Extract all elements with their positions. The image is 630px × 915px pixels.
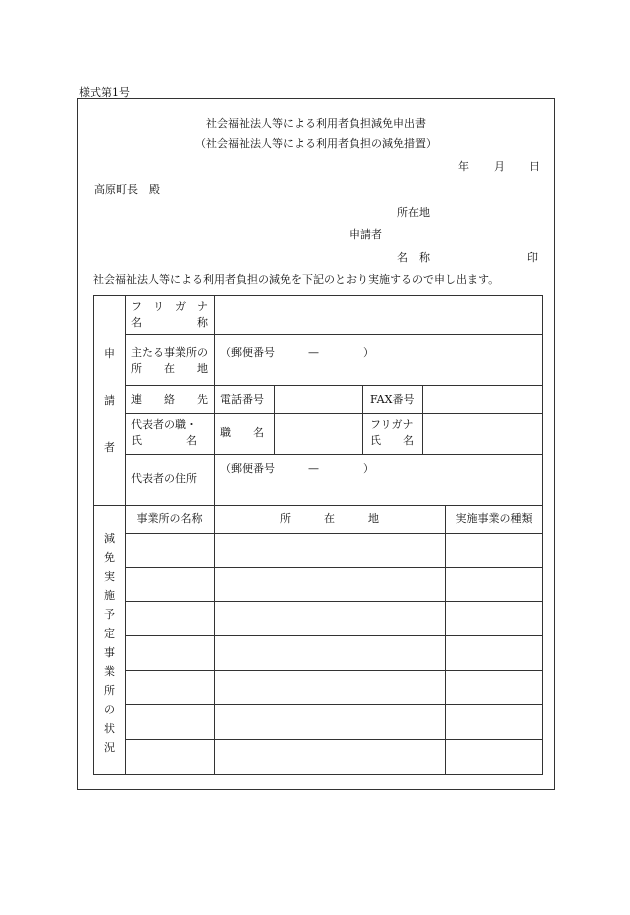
section-reduction-vertical-2: 免 <box>104 551 115 564</box>
form-subtitle: （社会福祉法人等による利用者負担の減免措置） <box>195 137 437 150</box>
section-reduction-vertical-5: 予 <box>104 608 115 621</box>
rep-furigana-label: フリガナ <box>370 418 414 431</box>
form-title: 社会福祉法人等による利用者負担減免申出書 <box>206 117 426 130</box>
addressee: 高原町長 殿 <box>94 183 160 196</box>
header-service-type: 実施事業の種類 <box>455 512 533 525</box>
main-office-label: 主たる事業所の <box>131 346 208 359</box>
location-label: 所在地 <box>397 206 430 219</box>
applicant-label: 申請者 <box>349 228 382 241</box>
fax-label: FAX番号 <box>370 393 415 406</box>
application-table <box>93 295 543 775</box>
name-label: 名 称 <box>397 251 430 264</box>
statement-text: 社会福祉法人等による利用者負担の減免を下記のとおり実施するので申し出ます。 <box>93 273 500 286</box>
fax-field[interactable] <box>423 386 542 412</box>
office-postal-code[interactable]: （郵便番号 — ） <box>220 346 374 359</box>
corp-name-field[interactable] <box>215 296 542 334</box>
header-office-name: 事業所の名称 <box>136 512 203 525</box>
rep-name-label: 氏 名 <box>370 434 414 447</box>
date-month-label: 月 <box>494 160 505 173</box>
section-applicant-vertical-3: 者 <box>104 441 115 454</box>
phone-label: 電話番号 <box>220 393 264 406</box>
section-reduction-vertical-4: 施 <box>104 589 115 602</box>
service-type-cell[interactable] <box>446 534 542 567</box>
corp-name-label: 名 称 <box>131 316 208 329</box>
section-reduction-vertical-6: 定 <box>104 627 115 640</box>
section-reduction-vertical-8: 業 <box>104 665 115 678</box>
office-name-cell[interactable] <box>126 534 214 567</box>
furigana-label: フ リ ガ ナ <box>131 300 208 313</box>
seal-mark: 印 <box>527 251 538 264</box>
phone-field[interactable] <box>275 386 361 412</box>
position-label: 職 名 <box>220 426 264 439</box>
rep-name-field[interactable] <box>423 414 542 453</box>
representative-name-label: 氏 名 <box>131 434 197 447</box>
section-reduction-vertical-12: 況 <box>104 741 115 754</box>
date-year-label: 年 <box>458 160 469 173</box>
rep-postal-code[interactable]: （郵便番号 — ） <box>220 462 374 475</box>
date-day-label: 日 <box>529 160 540 173</box>
section-reduction-vertical-11: 状 <box>104 722 115 735</box>
representative-title-label: 代表者の職・ <box>131 418 197 431</box>
section-reduction-vertical-9: 所 <box>104 684 115 697</box>
section-applicant-vertical-1: 申 <box>104 347 115 360</box>
rep-address-label: 代表者の住所 <box>131 472 197 485</box>
form-number: 様式第1号 <box>79 86 130 99</box>
section-reduction-vertical-3: 実 <box>104 570 115 583</box>
section-reduction-vertical-10: の <box>104 703 115 716</box>
contact-label: 連 絡 先 <box>131 393 208 406</box>
application-form-frame <box>77 98 555 790</box>
header-location: 所 在 地 <box>280 512 379 525</box>
section-reduction-vertical-7: 事 <box>104 646 115 659</box>
section-reduction-vertical-1: 減 <box>104 532 115 545</box>
position-field[interactable] <box>275 414 361 453</box>
office-location-cell[interactable] <box>215 534 445 567</box>
main-office-address-label: 所 在 地 <box>131 362 208 375</box>
section-applicant-vertical-2: 請 <box>104 394 115 407</box>
